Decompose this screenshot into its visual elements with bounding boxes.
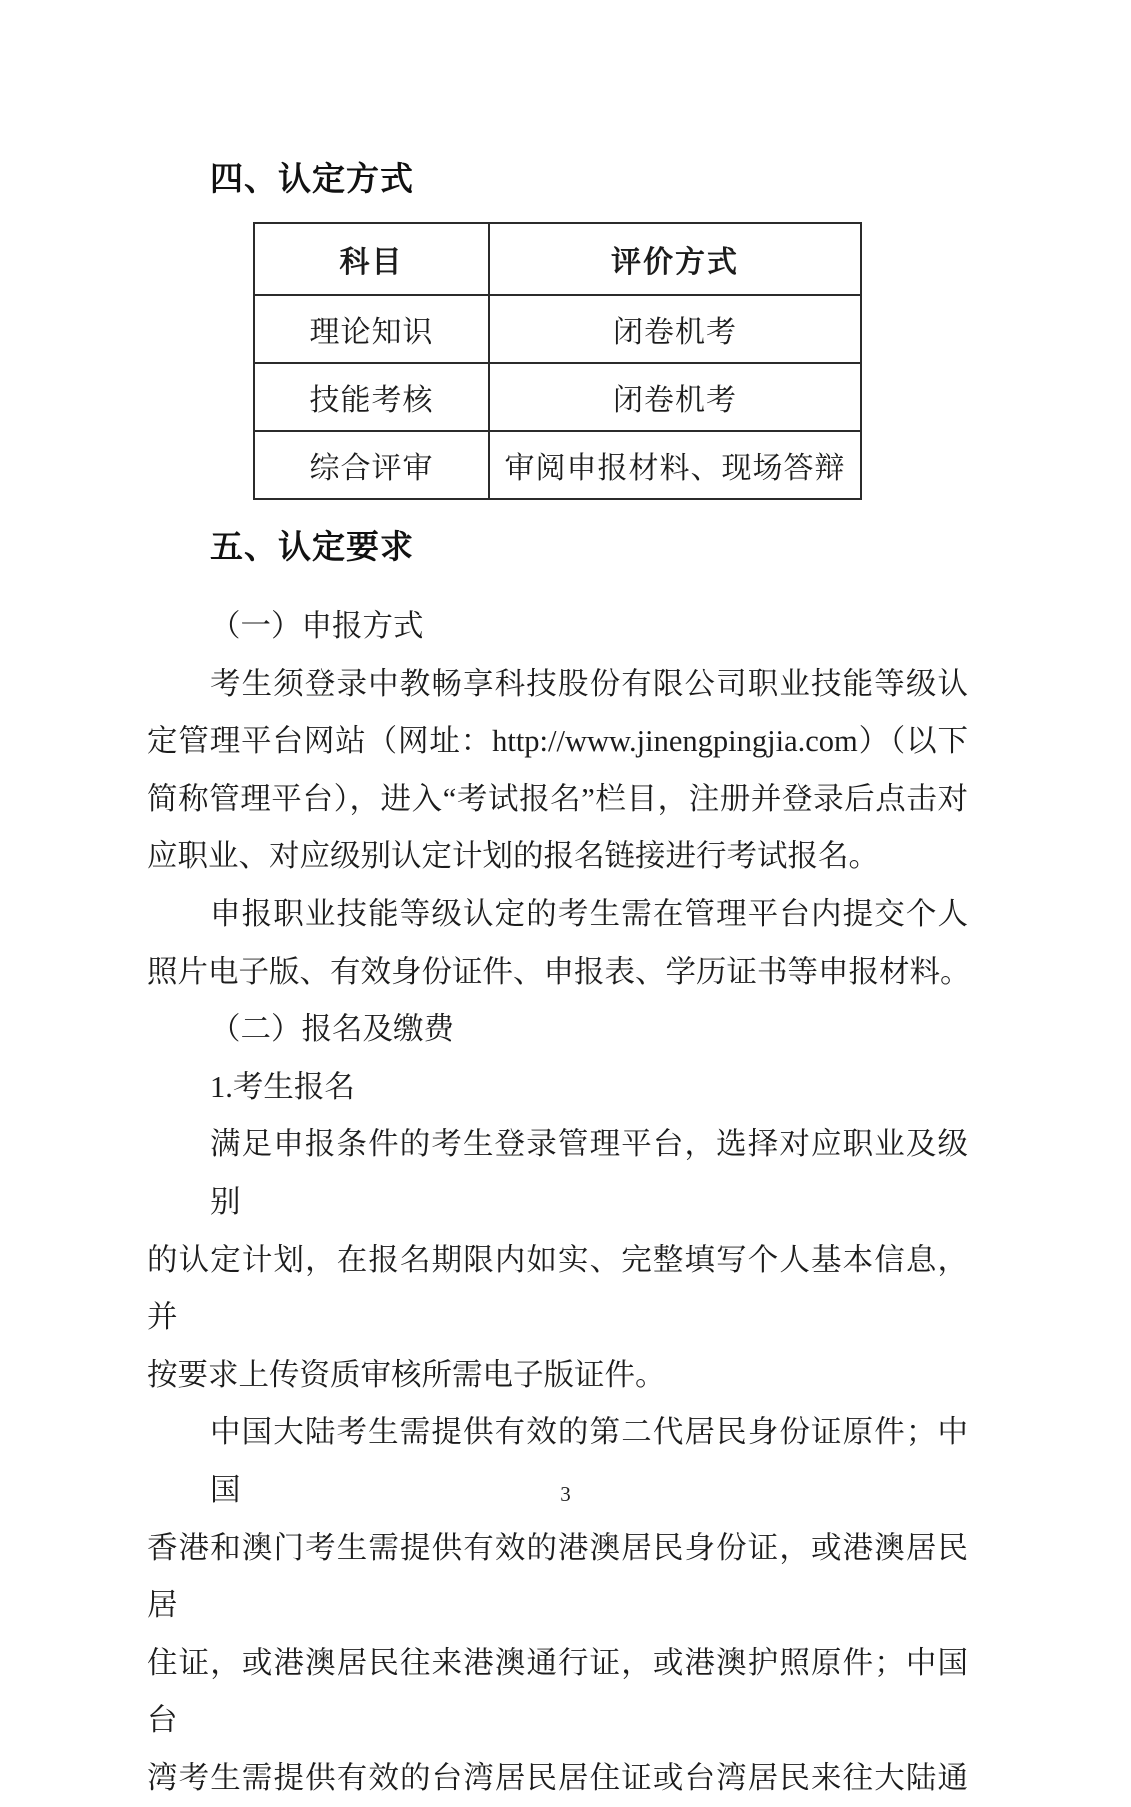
text-line: 考生须登录中教畅享科技股份有限公司职业技能等级认 <box>210 666 968 701</box>
paragraph <box>147 1404 968 1807</box>
text-line: 申报职业技能等级认定的考生需在管理平台内提交个人 <box>210 896 968 931</box>
text-line: 香港和澳门考生需提供有效的港澳居民身份证，或港澳居民居 <box>147 1530 968 1623</box>
page-number: 3 <box>560 1482 571 1506</box>
table-cell: 技能考核 <box>254 363 489 431</box>
table-header <box>254 223 861 295</box>
table-cell: 理论知识 <box>254 295 489 363</box>
assessment-method-table <box>253 222 862 500</box>
table-cell: 审阅申报材料、现场答辩 <box>489 431 861 499</box>
table-row <box>254 363 861 431</box>
text-line: 按要求上传资质审核所需电子版证件。 <box>147 1357 666 1392</box>
text-line: 定管理平台网站（网址：http://www.jinengpingjia.com）（以下 <box>147 724 968 759</box>
table-row <box>254 295 861 363</box>
text-line: 的认定计划，在报名期限内如实、完整填写个人基本信息，并 <box>147 1242 968 1335</box>
paragraph <box>147 886 971 1001</box>
table-header-cell: 评价方式 <box>489 223 861 295</box>
section-5-heading: 五、认定要求 <box>210 528 414 565</box>
paragraph <box>147 598 968 656</box>
text-line: 中国大陆考生需提供有效的第二代居民身份证原件；中国 <box>210 1415 968 1507</box>
section-4-heading: 四、认定方式 <box>210 160 414 197</box>
paragraph <box>147 656 968 886</box>
table-cell: 闭卷机考 <box>489 295 861 363</box>
table-header-cell: 科目 <box>254 223 489 295</box>
paragraph <box>147 1059 968 1117</box>
table-cell: 闭卷机考 <box>489 363 861 431</box>
table-body <box>254 295 861 499</box>
table-header-row <box>254 223 861 295</box>
text-line: 简称管理平台），进入“考试报名”栏目，注册并登录后点击对 <box>147 781 968 816</box>
paragraph <box>147 1116 968 1404</box>
text-line: 住证，或港澳居民往来港澳通行证，或港澳护照原件；中国台 <box>147 1645 968 1738</box>
text-line: 满足申报条件的考生登录管理平台，选择对应职业及级别 <box>210 1127 968 1219</box>
text-line: （一）申报方式 <box>210 609 424 643</box>
body-text <box>147 598 971 1807</box>
text-line: 应职业、对应级别认定计划的报名链接进行考试报名。 <box>147 839 879 874</box>
content-area <box>147 0 971 1807</box>
text-line: 照片电子版、有效身份证件、申报表、学历证书等申报材料。 <box>147 954 971 989</box>
paragraph <box>147 1001 968 1059</box>
table-cell: 综合评审 <box>254 431 489 499</box>
text-line: 湾考生需提供有效的台湾居民居住证或台湾居民来往大陆通 <box>147 1760 968 1795</box>
text-line: 1.考生报名 <box>210 1069 355 1104</box>
text-line: （二）报名及缴费 <box>210 1012 454 1047</box>
table-row <box>254 431 861 499</box>
